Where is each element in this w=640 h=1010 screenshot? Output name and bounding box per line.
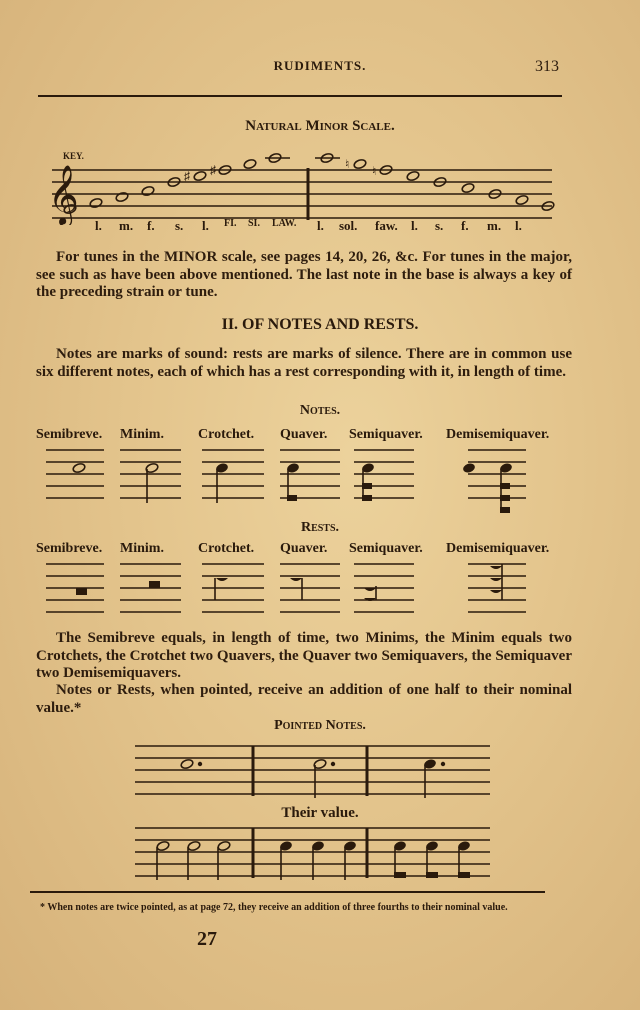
natural-icon: ♮ (345, 157, 350, 171)
syllable: m. (487, 218, 502, 233)
pointed-paragraph: Notes or Rests, when pointed, receive an addition of one half to their nominal value.* (36, 682, 572, 716)
semibreve-rest-icon (76, 588, 87, 595)
syllable: s. (435, 218, 444, 233)
signature-mark: 27 (197, 928, 217, 950)
three-minims-icon (156, 840, 231, 880)
syllable: l. (515, 218, 522, 233)
treble-clef-icon: 𝄞 (48, 165, 79, 225)
syllable: l. (411, 218, 418, 233)
syllable: SI. (248, 218, 260, 229)
pointed-semibreve-icon (180, 758, 202, 769)
pointed-minim-icon (313, 758, 335, 798)
footnote: * When notes are twice pointed, as at page 72, they receive an addition of three fourths to their nominal value. (40, 902, 508, 913)
their-value-title: Their value. (281, 805, 359, 821)
crotchet-rest-icon (215, 578, 228, 600)
minim-rest-icon (149, 581, 160, 588)
three-quavers-icon (393, 840, 471, 878)
syllable: sol. (339, 218, 358, 233)
notes-intro-paragraph: Notes are marks of sound: rests are marks of silence. There are in common use six different notes, each of which has a rest corresponding with it, in length of time. (36, 346, 572, 380)
header-rule (38, 95, 562, 97)
semiquaver-note-icon (361, 462, 375, 501)
demisemiquaver-rest-icon (490, 564, 502, 600)
rest-label-quaver: Quaver. (280, 541, 328, 556)
solfege-syllables (95, 218, 555, 234)
syllable: l. (202, 218, 209, 233)
notes-title: Notes. (299, 403, 341, 418)
syllable: faw. (375, 218, 398, 233)
section-heading: II. OF NOTES AND RESTS. (221, 316, 419, 333)
pointed-notes-title: Pointed Notes. (274, 718, 366, 733)
natural-icon: ♮ (372, 164, 377, 178)
key-label: KEY. (63, 151, 84, 161)
syllable: FI. (224, 218, 237, 229)
quaver-note-icon (286, 462, 300, 501)
note-label-demisemiquaver: Demisemiquaver. (446, 427, 550, 442)
three-crotchets-icon (279, 840, 357, 880)
syllable: s. (175, 218, 184, 233)
demisemiquaver-note-icon (462, 462, 513, 513)
equivalence-paragraph: The Semibreve equals, in length of time, two Minims, the Minim equals two Crotchets, the Crotchet two Quavers, the Quaver two Semiquavers, the Semiquaver two Demisemiquavers. (36, 630, 572, 681)
note-label-crotchet: Crotchet. (198, 427, 255, 442)
minor-scale-title: Natural Minor Scale. (245, 118, 395, 134)
rests-title: Rests. (300, 520, 340, 535)
rest-label-crotchet: Crotchet. (198, 541, 255, 556)
syllable: f. (147, 218, 155, 233)
rests-staves (36, 560, 576, 615)
note-label-quaver: Quaver. (280, 427, 328, 442)
note-label-semiquaver: Semiquaver. (349, 427, 423, 442)
semibreve-note-icon (72, 462, 86, 473)
note-label-semibreve: Semibreve. (36, 427, 103, 442)
semiquaver-rest-icon (364, 586, 376, 601)
their-value-staff (130, 822, 510, 884)
rest-label-semiquaver: Semiquaver. (349, 541, 423, 556)
notes-staves (36, 445, 576, 520)
rest-label-minim: Minim. (120, 541, 164, 556)
footnote-rule (30, 891, 545, 893)
sharp-icon: ♯ (184, 169, 190, 183)
syllable: l. (95, 218, 102, 233)
minor-tunes-paragraph: For tunes in the MINOR scale, see pages 14, 20, 26, &c. For tunes in the major, see such as have been above mentioned. The last note in the base is always a key of the preceding strain or tune. (36, 249, 572, 300)
crotchet-note-icon (215, 462, 229, 503)
quaver-rest-icon (290, 578, 302, 600)
syllable: m. (119, 218, 134, 233)
minor-scale-staff (40, 150, 560, 225)
sharp-icon: ♯ (210, 163, 216, 177)
syllable: f. (461, 218, 469, 233)
pointed-notes-staff (130, 740, 510, 800)
pointed-crotchet-icon (423, 758, 445, 798)
note-label-minim: Minim. (120, 427, 164, 442)
rest-label-demisemiquaver: Demisemiquaver. (446, 541, 550, 556)
minim-note-icon (145, 462, 159, 503)
syllable: l. (317, 218, 324, 233)
page-number: 313 (535, 58, 559, 75)
syllable: LAW. (272, 218, 297, 229)
rest-label-semibreve: Semibreve. (36, 541, 103, 556)
running-title: RUDIMENTS. (273, 58, 367, 73)
